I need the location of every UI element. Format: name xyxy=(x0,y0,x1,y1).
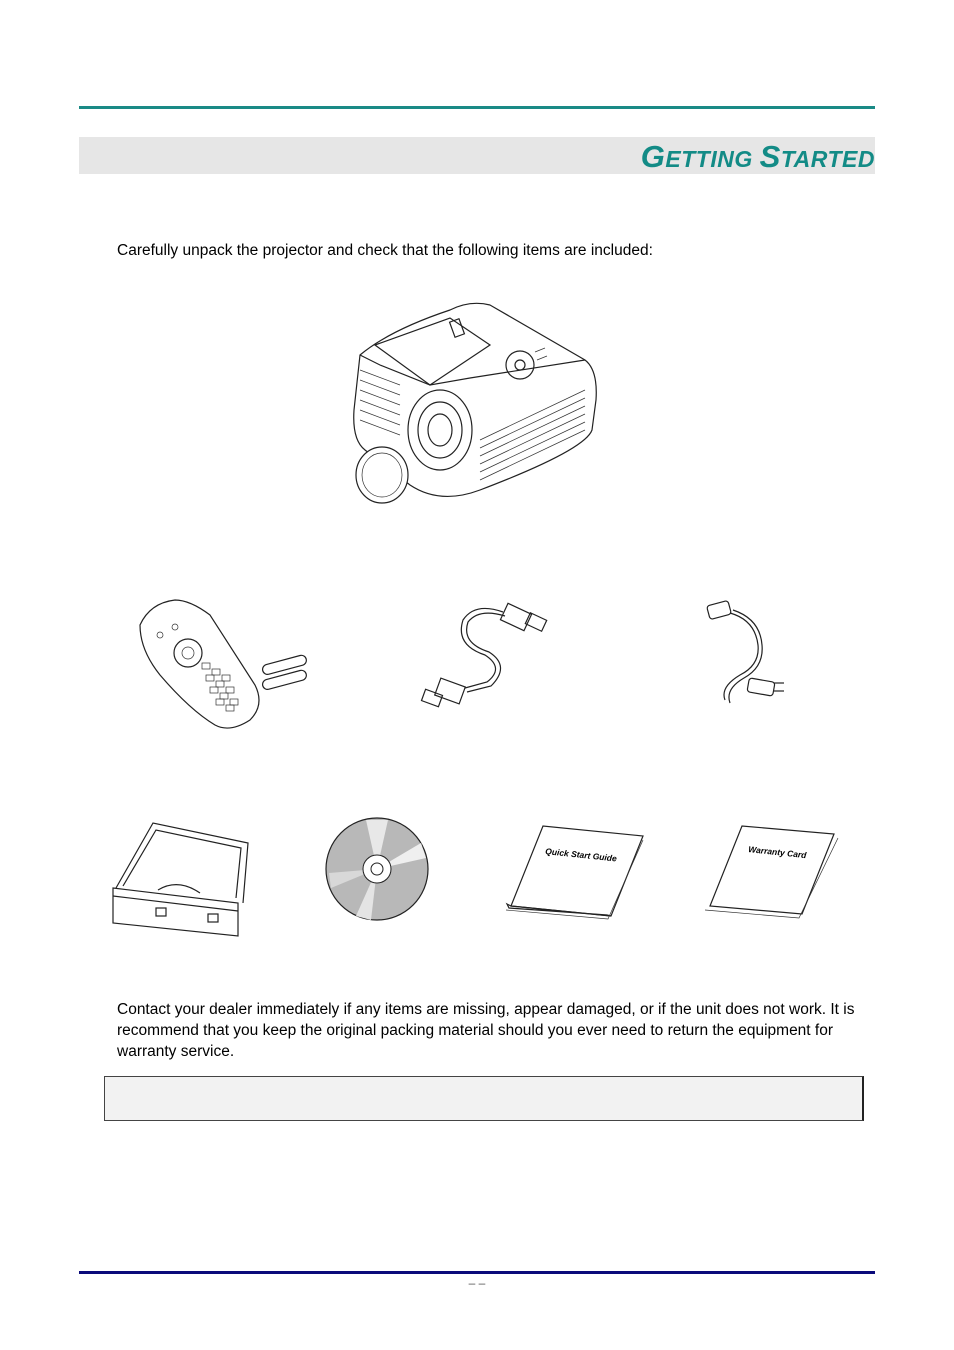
bottom-rule xyxy=(79,1271,875,1274)
carrying-case-illustration xyxy=(108,818,258,938)
quick-start-guide-label: Quick Start Guide xyxy=(544,846,618,864)
top-rule xyxy=(79,106,875,109)
intro-text: Carefully unpack the projector and check that the following items are included: xyxy=(117,242,653,259)
cd-rom-illustration xyxy=(326,818,436,923)
remote-control-illustration xyxy=(130,595,315,735)
warranty-card-label: Warranty Card xyxy=(747,844,807,861)
power-cord-illustration xyxy=(700,595,800,710)
quick-start-guide-illustration xyxy=(503,822,648,922)
note-box xyxy=(104,1076,864,1121)
projector-illustration xyxy=(330,290,610,515)
vga-cable-illustration xyxy=(415,600,555,715)
page-title: GETTING STARTED xyxy=(640,139,875,174)
outro-text: Contact your dealer immediately if any items are missing, appear damaged, or if the unit does not work. It is recommend that you keep the original packing material should you ever need to return the equipment for warranty service. xyxy=(117,1001,855,1060)
page-number: – – xyxy=(468,1276,486,1290)
warranty-card-illustration xyxy=(702,822,847,922)
